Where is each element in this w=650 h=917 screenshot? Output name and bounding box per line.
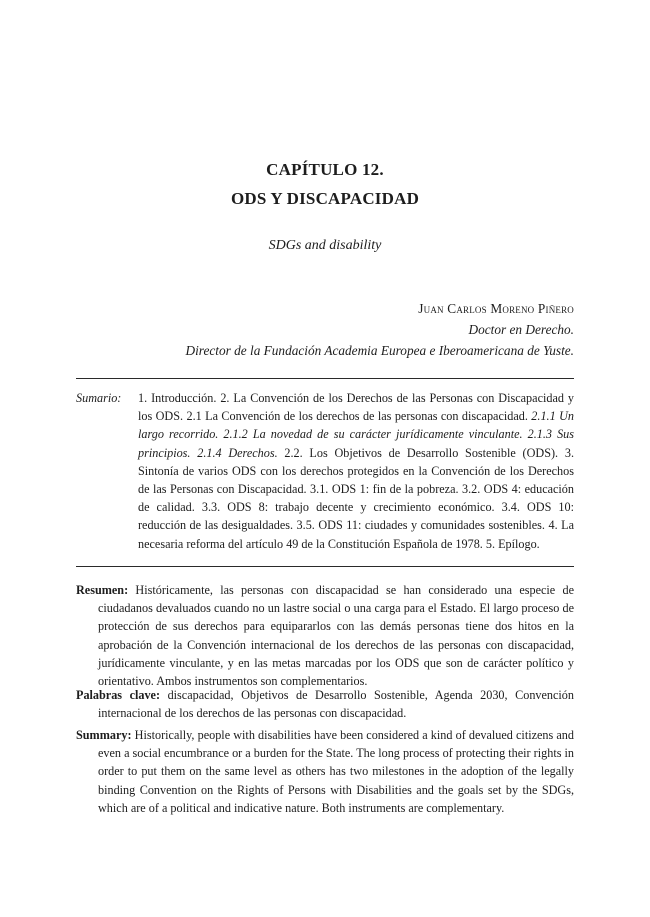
palabras-clave-paragraph — [76, 686, 574, 722]
summary-paragraph — [76, 726, 574, 817]
author-name: Juan Carlos Moreno Piñero — [418, 301, 574, 316]
author-degree: Doctor en Derecho. — [468, 322, 574, 337]
resumen-label: Resumen: — [76, 583, 129, 597]
top-divider — [76, 378, 574, 379]
summary-label: Summary: — [76, 728, 132, 742]
author-block — [186, 298, 575, 361]
author-affiliation: Director de la Fundación Academia Europea e Iberoamericana de Yuste. — [185, 343, 574, 358]
resumen-paragraph — [76, 581, 574, 690]
chapter-subtitle: SDGs and disability — [268, 238, 382, 253]
sumario-label: Sumario: — [76, 391, 122, 405]
palabras-clave-text: discapacidad, Objetivos de Desarrollo Sostenible, Agenda 2030, Convención internacional de los derechos de las personas con discapacidad. — [98, 688, 574, 721]
resumen-text: Históricamente, las personas con discapacidad se han considerado una especie de ciudadanos devaluados cuando no un lastre social o una carga para el Estado. El largo proceso de protección de sus derechos para equipararlos con las demás personas tiene dos hitos en la aprobación de la Convención internacional de los derechos de las personas con discapacidad, jurídicamente vinculante, y en las metas marcadas por los ODS que son de carácter político y orientativo. Ambos instrumentos son complementarios. — [98, 583, 574, 689]
palabras-clave-label: Palabras clave: — [76, 688, 161, 702]
sumario-part-3: 2.2. Los Objetivos de Desarrollo Sostenible (ODS). 3. Sintonía de varios ODS con los derechos protegidos en la Convención de los Derechos de las Personas con Discapacidad. 3.1. ODS 1: fin de la pobreza. 3.2. ODS 4: educación de calidad. 3.3. ODS 8: trabajo decente y crecimiento económico. 3.4. ODS 10: reducción de las desigualdades. 3.5. ODS 11: ciudades y comunidades sostenibles. 4. La necesaria reforma del artículo 49 de la Constitución Española de 1978. 5. Epílogo. — [138, 445, 574, 551]
summary-text: Historically, people with disabilities have been considered a kind of devalued citizens and even a social encumbrance or a burden for the State. The long process of protecting their rights in order to put them on the same level as others has two milestones in the adoption of the legally binding Convention on the Rights of Persons with Disabilities and the goals set by the SDGs, which are of a political and indicative nature. Both instruments are complementary. — [98, 728, 574, 815]
chapter-title: ODS Y DISCAPACIDAD — [230, 189, 420, 208]
sumario-part-1: 1. Introducción. 2. La Convención de los Derechos de las Personas con Discapacidad y los ODS. 2.1 La Convención de los derechos de las personas con discapacidad. — [138, 391, 574, 424]
chapter-number: CAPÍTULO 12. — [266, 160, 384, 179]
sumario-contents — [138, 389, 574, 553]
bottom-divider — [76, 566, 574, 567]
sumario-part-2: 2.1.1 Un largo recorrido. 2.1.2 La novedad de su carácter jurídicamente vinculante. 2.1.3 Sus principios. 2.1.4 Derechos. — [138, 409, 574, 460]
